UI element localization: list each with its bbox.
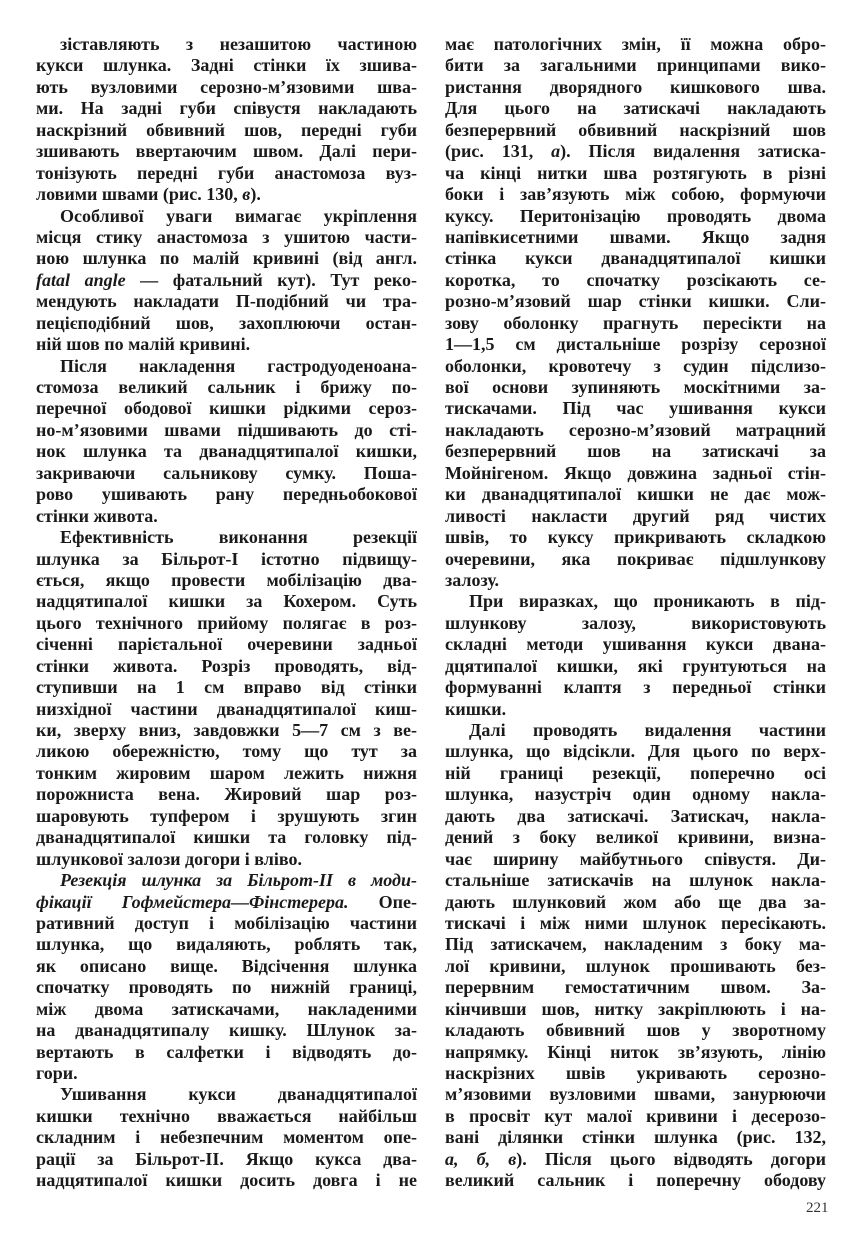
text-line — [36, 634, 417, 655]
text-line — [445, 334, 826, 355]
text-line — [445, 163, 826, 184]
text: закриваючи сальникову сумку. Поша- — [36, 462, 417, 483]
text-line — [445, 870, 826, 891]
text-line — [445, 1149, 826, 1170]
text-line — [36, 870, 417, 891]
text-line — [445, 613, 826, 634]
text-line — [445, 634, 826, 655]
text-line — [36, 934, 417, 955]
text-line — [36, 784, 417, 805]
text-line — [36, 1063, 417, 1084]
text-line — [445, 1063, 826, 1084]
text: шлунка, що відсікли. Для цього по верх- — [445, 741, 826, 762]
text-line — [36, 163, 417, 184]
text-line — [445, 806, 826, 827]
text: цього технічного прийому полягає в роз- — [36, 612, 417, 633]
text: дають шлунковий жом або ще два за- — [445, 891, 826, 912]
text: між двома затискачами, накладеними — [36, 998, 417, 1019]
text: ступивши на 1 см вправо від стінки — [36, 677, 417, 698]
text-line — [36, 656, 417, 677]
text-line — [36, 420, 417, 441]
text-line — [36, 291, 417, 312]
text: на дванадцятипалу кишку. Шлунок за- — [36, 1020, 417, 1041]
paragraph — [36, 870, 417, 1084]
text: як описано вище. Відсічення шлунка — [36, 955, 417, 976]
text: дений з боку великої кривини, визна- — [445, 827, 826, 848]
text: куксу. Перитонізацію проводять двома — [445, 205, 826, 226]
text: ється, якщо провести мобілізацію два- — [36, 569, 417, 590]
text: тонізують передні губи анастомоза вуз- — [36, 162, 417, 183]
text: дають два затискачі. Затискач, накла- — [445, 805, 826, 826]
text: пецієподібний шов, захоплюючи остан- — [36, 312, 417, 333]
text: боки і зав’язують між собою, формуючи — [445, 184, 826, 205]
text: шлунка за Більрот-І істотно підвищу- — [36, 548, 417, 569]
text: ). Після видалення затиска- — [560, 141, 826, 162]
text-line — [445, 763, 826, 784]
text: кишки технічно вважається найбільш — [36, 1105, 417, 1126]
text: лої кривини, шлунок прошивають без- — [445, 955, 826, 976]
text-line — [445, 55, 826, 76]
text: ). — [250, 184, 261, 205]
text-line — [36, 763, 417, 784]
text: тискачі і між ними шлунок пересікають. — [445, 912, 826, 933]
text: низхідної частини дванадцятипалої киш- — [36, 698, 417, 719]
text-line — [445, 420, 826, 441]
italic-text: fatal angle — [36, 269, 126, 290]
text: стальніше затискачів на шлунок накла- — [445, 870, 826, 891]
text-line — [36, 484, 417, 505]
text: спочатку проводять по нижній границі, — [36, 977, 417, 998]
text: наскрізних швів укривають серозно- — [445, 1063, 826, 1083]
text-line — [445, 741, 826, 762]
text-line — [445, 999, 826, 1020]
text: ликою обережністю, тому що тут за — [36, 741, 417, 762]
text: чає ширину майбутнього співустя. Ди- — [445, 848, 826, 869]
text-line — [36, 1170, 417, 1191]
text: коротка, то спочатку розсікають се- — [445, 269, 826, 290]
text: складним і небезпечним моментом опе- — [36, 1127, 417, 1148]
text: ристання дворядного кишкового шва. — [445, 76, 826, 97]
text: надцятипалої кишки за Кохером. Суть — [36, 591, 417, 612]
text: рації за Більрот-ІІ. Якщо кукса два- — [36, 1148, 417, 1169]
text-line — [36, 720, 417, 741]
text: перечної ободової кишки рідкими сероз- — [36, 398, 417, 419]
text: Мойнігеном. Якщо довжина задньої стін- — [445, 462, 826, 483]
text-line — [36, 699, 417, 720]
text: вої основи зупиняють москітними за- — [445, 377, 826, 397]
text: шлунка, назустріч один одному накла- — [445, 784, 826, 805]
text: зшивають ввертаючим швом. Далі пери- — [36, 141, 417, 162]
text: ною шлунка по малій кривині (від англ. — [36, 248, 417, 269]
text-line — [445, 441, 826, 462]
text-line — [445, 77, 826, 98]
text: (рис. 131, — [445, 141, 552, 162]
text: ній шов по малій кривині. — [36, 334, 251, 355]
text: перервним гемостатичним швом. За- — [445, 977, 826, 998]
text-line — [445, 956, 826, 977]
text: вані ділянки стінки шлунка (рис. 132, — [445, 1127, 826, 1148]
text: стінки живота. — [36, 505, 158, 526]
text: має патологічних змін, її можна обро- — [445, 34, 826, 54]
text: Ефективність виконання резекції — [60, 527, 417, 548]
text: шлункову залозу, використовують — [445, 612, 826, 633]
text: напрямку. Кінці ниток зв’язують, лінію — [445, 1041, 826, 1062]
text: очеревини, яка покриває підшлункову — [445, 548, 826, 569]
text: ративний доступ і мобілізацію частини — [36, 912, 417, 933]
text: шлункової залози догори і вліво. — [36, 848, 302, 869]
text: нок шлунка та дванадцятипалої кишки, — [36, 441, 417, 462]
italic-text: в — [242, 184, 251, 205]
text: Після накладення гастродуоденоана- — [60, 355, 417, 376]
text: Під затискачем, накладеним з боку ма- — [445, 934, 826, 955]
text: оболонки, кровотечу з судин підслизо- — [445, 355, 826, 376]
text-line — [36, 977, 417, 998]
text-line — [445, 849, 826, 870]
text-line — [36, 1127, 417, 1148]
text-line — [445, 1020, 826, 1041]
text-line — [445, 463, 826, 484]
italic-text: а — [551, 141, 561, 162]
text-line — [36, 892, 417, 913]
text: формуванні клаптя з передньої стінки — [445, 677, 826, 698]
text: ки дванадцятипалої кишки не дає мож- — [445, 484, 826, 505]
text: шлунка, що видаляють, роблять так, — [36, 934, 417, 955]
text: безперервний шов на затискачі за — [445, 441, 826, 462]
text: шаровують тупфером і зрушують згин — [36, 805, 417, 826]
text-line — [36, 570, 417, 591]
text-line — [445, 591, 826, 612]
text-line — [445, 206, 826, 227]
text: Для цього на затискачі накладають — [445, 98, 826, 119]
text-line — [36, 227, 417, 248]
text: бити за загальними принципами вико- — [445, 55, 826, 76]
text: Опе- — [348, 891, 417, 912]
text: накладають серозно-м’язовий матрацний — [445, 419, 826, 440]
text-line — [445, 227, 826, 248]
text-line — [445, 1084, 826, 1105]
paragraph — [36, 206, 417, 356]
text-line — [36, 98, 417, 119]
text-line — [445, 98, 826, 119]
text-line — [36, 913, 417, 934]
text: — фатальний кут). Тут реко- — [125, 269, 417, 290]
text: При виразках, що проникають в під- — [469, 591, 826, 612]
text: дцятипалої кишки, які грунтуються на — [445, 655, 826, 676]
text-line — [445, 1042, 826, 1063]
text-line — [36, 591, 417, 612]
text-line — [445, 398, 826, 419]
text-line — [36, 956, 417, 977]
text: ловими швами (рис. 130, — [36, 184, 243, 205]
text-line — [445, 570, 826, 591]
text-line — [445, 656, 826, 677]
text-line — [36, 356, 417, 377]
text-line — [36, 1020, 417, 1041]
text-line — [445, 892, 826, 913]
text-line — [445, 377, 826, 398]
text-column-right — [445, 34, 826, 1192]
text-line — [36, 441, 417, 462]
text: кишки. — [445, 698, 507, 719]
italic-text: Резекція шлунка за Більрот-ІІ в моди- — [60, 870, 417, 891]
text: ). Після цього відводять догори — [516, 1148, 826, 1169]
text-line — [445, 141, 826, 162]
paragraph — [36, 527, 417, 870]
text-line — [36, 184, 417, 205]
text-line — [36, 463, 417, 484]
text-line — [36, 527, 417, 548]
text: січенні парієтальної очеревини задньої — [36, 634, 417, 655]
paragraph — [36, 356, 417, 528]
text-line — [36, 827, 417, 848]
text: ча кінці нитки шва розтягують в різні — [445, 162, 826, 183]
text-line — [36, 141, 417, 162]
text-line — [36, 77, 417, 98]
text-line — [36, 613, 417, 634]
text-line — [36, 34, 417, 55]
text: стінка кукси дванадцятипалої кишки — [445, 248, 826, 269]
text-line — [36, 677, 417, 698]
text-line — [445, 720, 826, 741]
text-line — [445, 1170, 826, 1191]
text-line — [445, 356, 826, 377]
text-line — [445, 34, 826, 55]
text: стінки живота. Розріз проводять, від- — [36, 655, 417, 676]
text: кукси шлунка. Задні стінки їх зшива- — [36, 55, 417, 76]
text-line — [445, 549, 826, 570]
text-line — [36, 1149, 417, 1170]
text-line — [445, 977, 826, 998]
text-line — [445, 827, 826, 848]
text: наскрізний обвивний шов, передні губи — [36, 119, 417, 140]
paragraph — [36, 1084, 417, 1191]
text: порожниста вена. Жировий шар роз- — [36, 784, 417, 805]
text-line — [445, 677, 826, 698]
text-line — [36, 549, 417, 570]
text-line — [36, 377, 417, 398]
text: Далі проводять видалення частини — [469, 720, 826, 740]
text-line — [36, 1106, 417, 1127]
text: вертають в салфетки і відводять до- — [36, 1041, 417, 1062]
text-line — [445, 184, 826, 205]
text: ній границі резекції, поперечно осі — [445, 762, 826, 783]
text-line — [445, 484, 826, 505]
text-line — [445, 1106, 826, 1127]
text-line — [445, 291, 826, 312]
italic-text: фікації Гофмейстера—Фінстерера. — [36, 891, 349, 912]
text: ми. На задні губи співустя накладають — [36, 98, 417, 119]
text-line — [445, 270, 826, 291]
page-number: 221 — [806, 1200, 829, 1216]
paragraph — [445, 720, 826, 1192]
text-line — [36, 1042, 417, 1063]
text: стомоза великий сальник і брижу по- — [36, 377, 417, 397]
text: гори. — [36, 1063, 78, 1083]
text-line — [445, 527, 826, 548]
text-line — [36, 806, 417, 827]
text-line — [36, 120, 417, 141]
text: місця стику анастомоза з ушитою части- — [36, 226, 417, 247]
text: Ушивання кукси дванадцятипалої — [60, 1084, 417, 1105]
text: кінчивши шов, нитку закріплюють і на- — [445, 998, 826, 1019]
text: залозу. — [445, 569, 500, 590]
text: м’язовими вузловими швами, занурюючи — [445, 1084, 826, 1105]
text: великий сальник і поперечну ободову — [445, 1170, 826, 1191]
text: ють вузловими серозно-м’язовими шва- — [36, 76, 417, 97]
text-line — [445, 699, 826, 720]
text-line — [36, 270, 417, 291]
text: тонким жировим шаром лежить нижня — [36, 762, 417, 783]
text-line — [36, 506, 417, 527]
text-line — [36, 313, 417, 334]
text: напівкисетними швами. Якщо задня — [445, 226, 826, 247]
text-line — [445, 784, 826, 805]
text-line — [36, 1084, 417, 1105]
text-line — [445, 506, 826, 527]
text-line — [36, 741, 417, 762]
text: рово ушивають рану передньобокової — [36, 484, 417, 505]
text: складні методи ушивання кукси двана- — [445, 634, 826, 655]
text-line — [36, 55, 417, 76]
paragraph — [36, 34, 417, 206]
text-line — [36, 248, 417, 269]
text: ливості накласти другий ряд чистих — [445, 505, 826, 526]
text: мендують накладати П-подібний чи тра- — [36, 291, 417, 312]
text: тискачами. Під час ушивання кукси — [445, 398, 826, 419]
text-line — [445, 913, 826, 934]
text: Особливої уваги вимагає укріплення — [60, 205, 417, 226]
text: но-м’язовими швами підшивають до сті- — [36, 419, 417, 440]
italic-text: а, б, в — [445, 1148, 517, 1169]
text: ки, зверху вниз, завдовжки 5—7 см з ве- — [36, 720, 417, 740]
text-line — [445, 248, 826, 269]
text: дванадцятипалої кишки та головку під- — [36, 827, 417, 848]
text-line — [36, 334, 417, 355]
text: зіставляють з незашитою частиною — [60, 34, 417, 54]
text-line — [36, 999, 417, 1020]
text-line — [445, 120, 826, 141]
text-line — [36, 849, 417, 870]
paragraph — [445, 34, 826, 591]
text: швів, то куксу прикривають складкою — [445, 527, 826, 548]
text: 1—1,5 см дистальніше розрізу серозної — [445, 334, 826, 355]
text-line — [445, 934, 826, 955]
text-line — [445, 313, 826, 334]
text: кладають обвивний шов у зворотному — [445, 1020, 826, 1041]
paragraph — [445, 591, 826, 720]
text: зову оболонку прагнуть пересікти на — [445, 312, 826, 333]
text-line — [445, 1127, 826, 1148]
text-line — [36, 398, 417, 419]
text: безперервний обвивний наскрізний шов — [445, 119, 826, 140]
text: в просвіт кут малої кривини і десерозо- — [445, 1105, 826, 1126]
text: надцятипалої кишки досить довга і не — [36, 1170, 417, 1191]
text: розно-м’язовий шар стінки кишки. Сли- — [445, 291, 826, 312]
text-column-left — [36, 34, 417, 1192]
text-line — [36, 206, 417, 227]
